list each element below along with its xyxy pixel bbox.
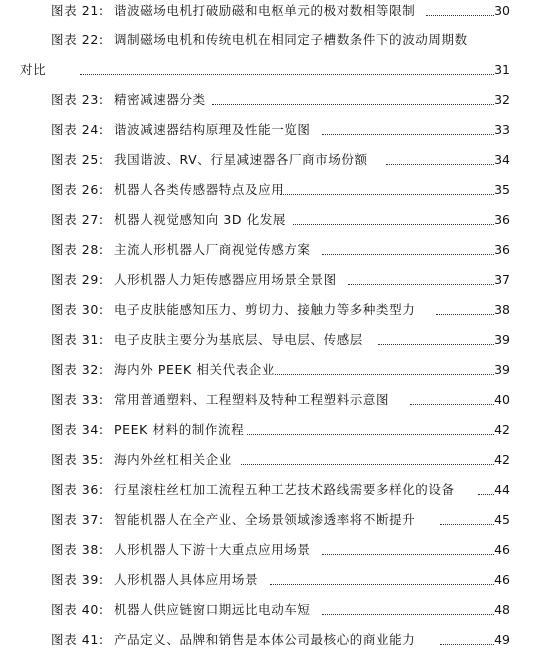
- toc-entry[interactable]: [0, 269, 546, 291]
- figure-title: 谐波减速器结构原理及性能一览图: [114, 122, 311, 137]
- page-number: 31: [494, 62, 510, 77]
- figure-title: 产品定义、品牌和销售是本体公司最核心的商业能力: [114, 632, 416, 647]
- toc-entry[interactable]: [0, 509, 546, 531]
- figure-title: 电子皮肤主要分为基底层、导电层、传感层: [114, 332, 363, 347]
- toc-entry[interactable]: [0, 179, 546, 201]
- dot-leader: [275, 374, 494, 375]
- figure-title: 主流人形机器人厂商视觉传感方案: [114, 242, 311, 257]
- page-number: 39: [494, 362, 510, 377]
- dot-leader: [270, 584, 494, 585]
- figure-label: 图表 25:: [51, 152, 104, 167]
- dot-leader: [322, 554, 494, 555]
- figure-label: 图表 24:: [51, 122, 104, 137]
- page-number: 36: [494, 242, 510, 257]
- dot-leader: [386, 164, 494, 165]
- page-number: 33: [494, 122, 510, 137]
- figure-label: 图表 36:: [51, 482, 104, 497]
- toc-entry[interactable]: [0, 419, 546, 441]
- figure-label: 图表 28:: [51, 242, 104, 257]
- toc-entry[interactable]: [0, 449, 546, 471]
- figure-label: 图表 30:: [51, 302, 104, 317]
- figure-label: 图表 34:: [51, 422, 104, 437]
- figure-title: 人形机器人下游十大重点应用场景: [114, 542, 311, 557]
- figure-label: 图表 29:: [51, 272, 104, 287]
- toc-entry[interactable]: [0, 569, 546, 591]
- figure-title: 精密减速器分类: [114, 92, 206, 107]
- figure-title: 海内外 PEEK 相关代表企业: [114, 362, 275, 377]
- figure-title: 机器人各类传感器特点及应用: [114, 182, 285, 197]
- figure-title: 机器人供应链窗口期远比电动车短: [114, 602, 311, 617]
- dot-leader: [348, 284, 494, 285]
- page-number: 42: [494, 422, 510, 437]
- dot-leader: [378, 344, 494, 345]
- toc-entry[interactable]: [0, 119, 546, 141]
- dot-leader: [212, 104, 494, 105]
- page-number: 44: [494, 482, 510, 497]
- toc-entry[interactable]: [0, 599, 546, 621]
- page-number: 35: [494, 182, 510, 197]
- dot-leader: [322, 254, 494, 255]
- toc-entry[interactable]: [0, 629, 546, 651]
- figure-title: 电子皮肤能感知压力、剪切力、接触力等多种类型力: [114, 302, 416, 317]
- figure-label: 图表 37:: [51, 512, 104, 527]
- figure-label: 图表 31:: [51, 332, 104, 347]
- figure-title: 人形机器人具体应用场景: [114, 572, 259, 587]
- figure-title: 机器人视觉感知向 3D 化发展: [114, 212, 287, 227]
- figure-label: 图表 22:: [51, 32, 104, 47]
- figure-label: 图表 41:: [51, 632, 104, 647]
- toc-entry[interactable]: [0, 299, 546, 321]
- toc-entry[interactable]: [0, 149, 546, 171]
- dot-leader: [322, 134, 494, 135]
- figure-label: 图表 32:: [51, 362, 104, 377]
- figure-title: PEEK 材料的制作流程: [114, 422, 245, 437]
- toc-entry[interactable]: [0, 389, 546, 411]
- page-number: 42: [494, 452, 510, 467]
- dot-leader: [440, 524, 494, 525]
- dot-leader: [322, 614, 494, 615]
- figure-title: 调制磁场电机和传统电机在相同定子槽数条件下的波动周期数: [114, 32, 468, 47]
- page-number: 40: [494, 392, 510, 407]
- figure-label: 图表 33:: [51, 392, 104, 407]
- toc-entry[interactable]: [0, 539, 546, 561]
- toc-entry-continuation[interactable]: [0, 59, 546, 81]
- page-number: 32: [494, 92, 510, 107]
- dot-leader: [280, 194, 494, 195]
- figure-label: 图表 23:: [51, 92, 104, 107]
- dot-leader: [410, 404, 494, 405]
- figure-title: 人形机器人力矩传感器应用场景全景图: [114, 272, 337, 287]
- figure-title-continuation: 对比: [20, 62, 47, 77]
- figure-title: 海内外丝杠相关企业: [114, 452, 232, 467]
- dot-leader: [426, 15, 494, 16]
- dot-leader: [436, 314, 494, 315]
- page-number: 38: [494, 302, 510, 317]
- toc-entry[interactable]: [0, 209, 546, 231]
- page-number: 37: [494, 272, 510, 287]
- figure-label: 图表 21:: [51, 3, 104, 18]
- toc-entry[interactable]: [0, 239, 546, 261]
- figure-label: 图表 40:: [51, 602, 104, 617]
- figure-label: 图表 26:: [51, 182, 104, 197]
- figure-title: 谐波磁场电机打破励磁和电枢单元的极对数相等限制: [114, 3, 416, 18]
- dot-leader: [241, 464, 494, 465]
- figure-title: 智能机器人在全产业、全场景领域渗透率将不断提升: [114, 512, 416, 527]
- page-number: 30: [494, 3, 510, 18]
- dot-leader: [247, 434, 494, 435]
- page-number: 49: [494, 632, 510, 647]
- figure-title: 常用普通塑料、工程塑料及特种工程塑料示意图: [114, 392, 390, 407]
- toc-entry[interactable]: [0, 29, 546, 51]
- figure-label: 图表 35:: [51, 452, 104, 467]
- page-number: 39: [494, 332, 510, 347]
- page-number: 34: [494, 152, 510, 167]
- toc-entry[interactable]: [0, 89, 546, 111]
- page-number: 46: [494, 542, 510, 557]
- page-number: 36: [494, 212, 510, 227]
- figure-label: 图表 39:: [51, 572, 104, 587]
- dot-leader: [440, 644, 494, 645]
- figure-title: 行星滚柱丝杠加工流程五种工艺技术路线需要多样化的设备: [114, 482, 455, 497]
- dot-leader: [80, 74, 494, 75]
- toc-entry[interactable]: [0, 0, 546, 22]
- page-number: 46: [494, 572, 510, 587]
- dot-leader: [293, 224, 494, 225]
- figure-label: 图表 38:: [51, 542, 104, 557]
- dot-leader: [478, 494, 494, 495]
- toc-entry[interactable]: [0, 479, 546, 501]
- toc-entry[interactable]: [0, 329, 546, 351]
- figure-title: 我国谐波、RV、行星减速器各厂商市场份额: [114, 152, 368, 167]
- figure-label: 图表 27:: [51, 212, 104, 227]
- page-number: 48: [494, 602, 510, 617]
- toc-entry[interactable]: [0, 359, 546, 381]
- page-number: 45: [494, 512, 510, 527]
